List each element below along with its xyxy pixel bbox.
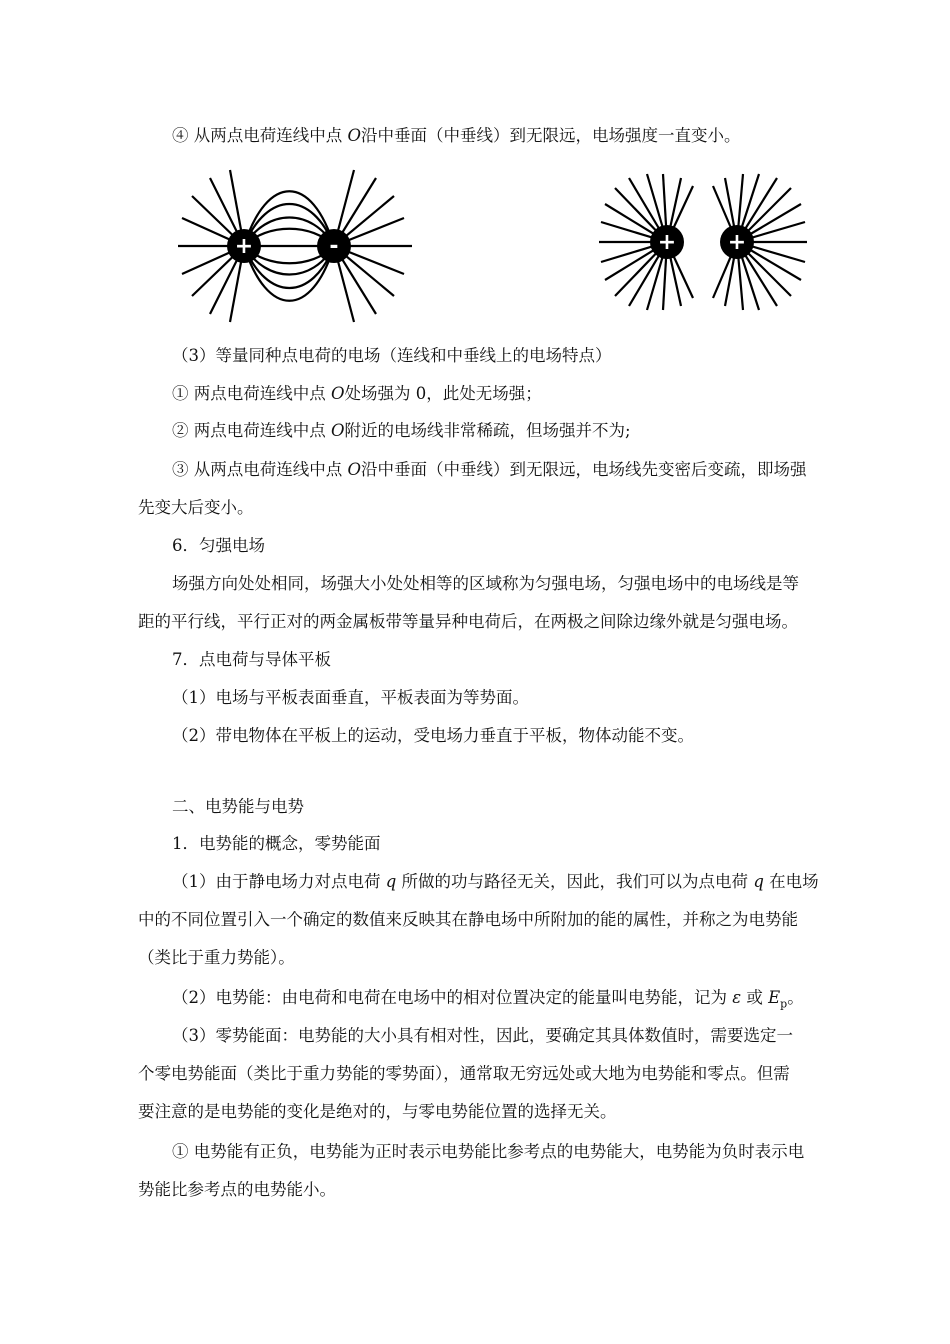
like-charges-field-figure [597, 172, 809, 312]
section-7-heading: 7．点电荷与导体平板 [172, 650, 331, 669]
para-1: ④ 从两点电荷连线中点 O沿中垂面（中垂线）到无限远，电场强度一直变小。 [172, 126, 741, 145]
para-18: （2）电势能：由电荷和电荷在电场中的相对位置决定的能量叫电势能，记为 ε 或 $E_p$。 [172, 988, 804, 1011]
para-22: ① 电势能有正负，电势能为正时表示电势能比参考点的电势能大，电势能为负时表示电 [172, 1142, 805, 1161]
para-2: （3）等量同种点电荷的电场（连线和中垂线上的电场特点） [172, 346, 612, 365]
para-15: （1）由于静电场力对点电荷 q 所做的功与路径无关，因此，我们可以为点电荷 q 在电场 [172, 872, 819, 891]
para-5: ③ 从两点电荷连线中点 O沿中垂面（中垂线）到无限远，电场线先变密后变疏，即场强 [172, 460, 807, 479]
section-1-heading: 1．电势能的概念，零势能面 [172, 834, 381, 853]
positive-charge-label: + [727, 230, 747, 255]
negative-charge-label: - [329, 234, 339, 259]
section-6-heading: 6．匀强电场 [172, 536, 265, 555]
para-9: 距的平行线，平行正对的两金属板带等量异种电荷后，在两极之间除边缘外就是匀强电场。 [138, 612, 798, 631]
dipole-field-figure [172, 168, 412, 323]
para-21: 要注意的是电势能的变化是绝对的，与零电势能位置的选择无关。 [138, 1102, 617, 1121]
para-4: ② 两点电荷连线中点 O附近的电场线非常稀疏，但场强并不为; [172, 421, 631, 440]
para-16: 中的不同位置引入一个确定的数值来反映其在静电场中所附加的能的属性，并称之为电势能 [138, 910, 798, 929]
chapter-2-heading: 二、电势能与电势 [172, 797, 304, 816]
para-19: （3）零势能面：电势能的大小具有相对性，因此，要确定其具体数值时，需要选定一 [172, 1026, 793, 1045]
para-11: （1）电场与平板表面垂直，平板表面为等势面。 [172, 688, 529, 707]
para-20: 个零电势能面（类比于重力势能的零势面），通常取无穷远处或大地为电势能和零点。但需 [138, 1064, 790, 1083]
para-12: （2）带电物体在平板上的运动，受电场力垂直于平板，物体动能不变。 [172, 726, 694, 745]
para-17: （类比于重力势能）。 [138, 948, 295, 967]
para-23: 势能比参考点的电势能小。 [138, 1180, 336, 1199]
positive-charge-label: + [234, 234, 254, 259]
para-6: 先变大后变小。 [138, 498, 254, 517]
positive-charge-label: + [657, 230, 677, 255]
para-8: 场强方向处处相同，场强大小处处相等的区域称为匀强电场，匀强电场中的电场线是等 [172, 574, 799, 593]
para-3: ① 两点电荷连线中点 O处场强为 0，此处无场强； [172, 384, 542, 403]
